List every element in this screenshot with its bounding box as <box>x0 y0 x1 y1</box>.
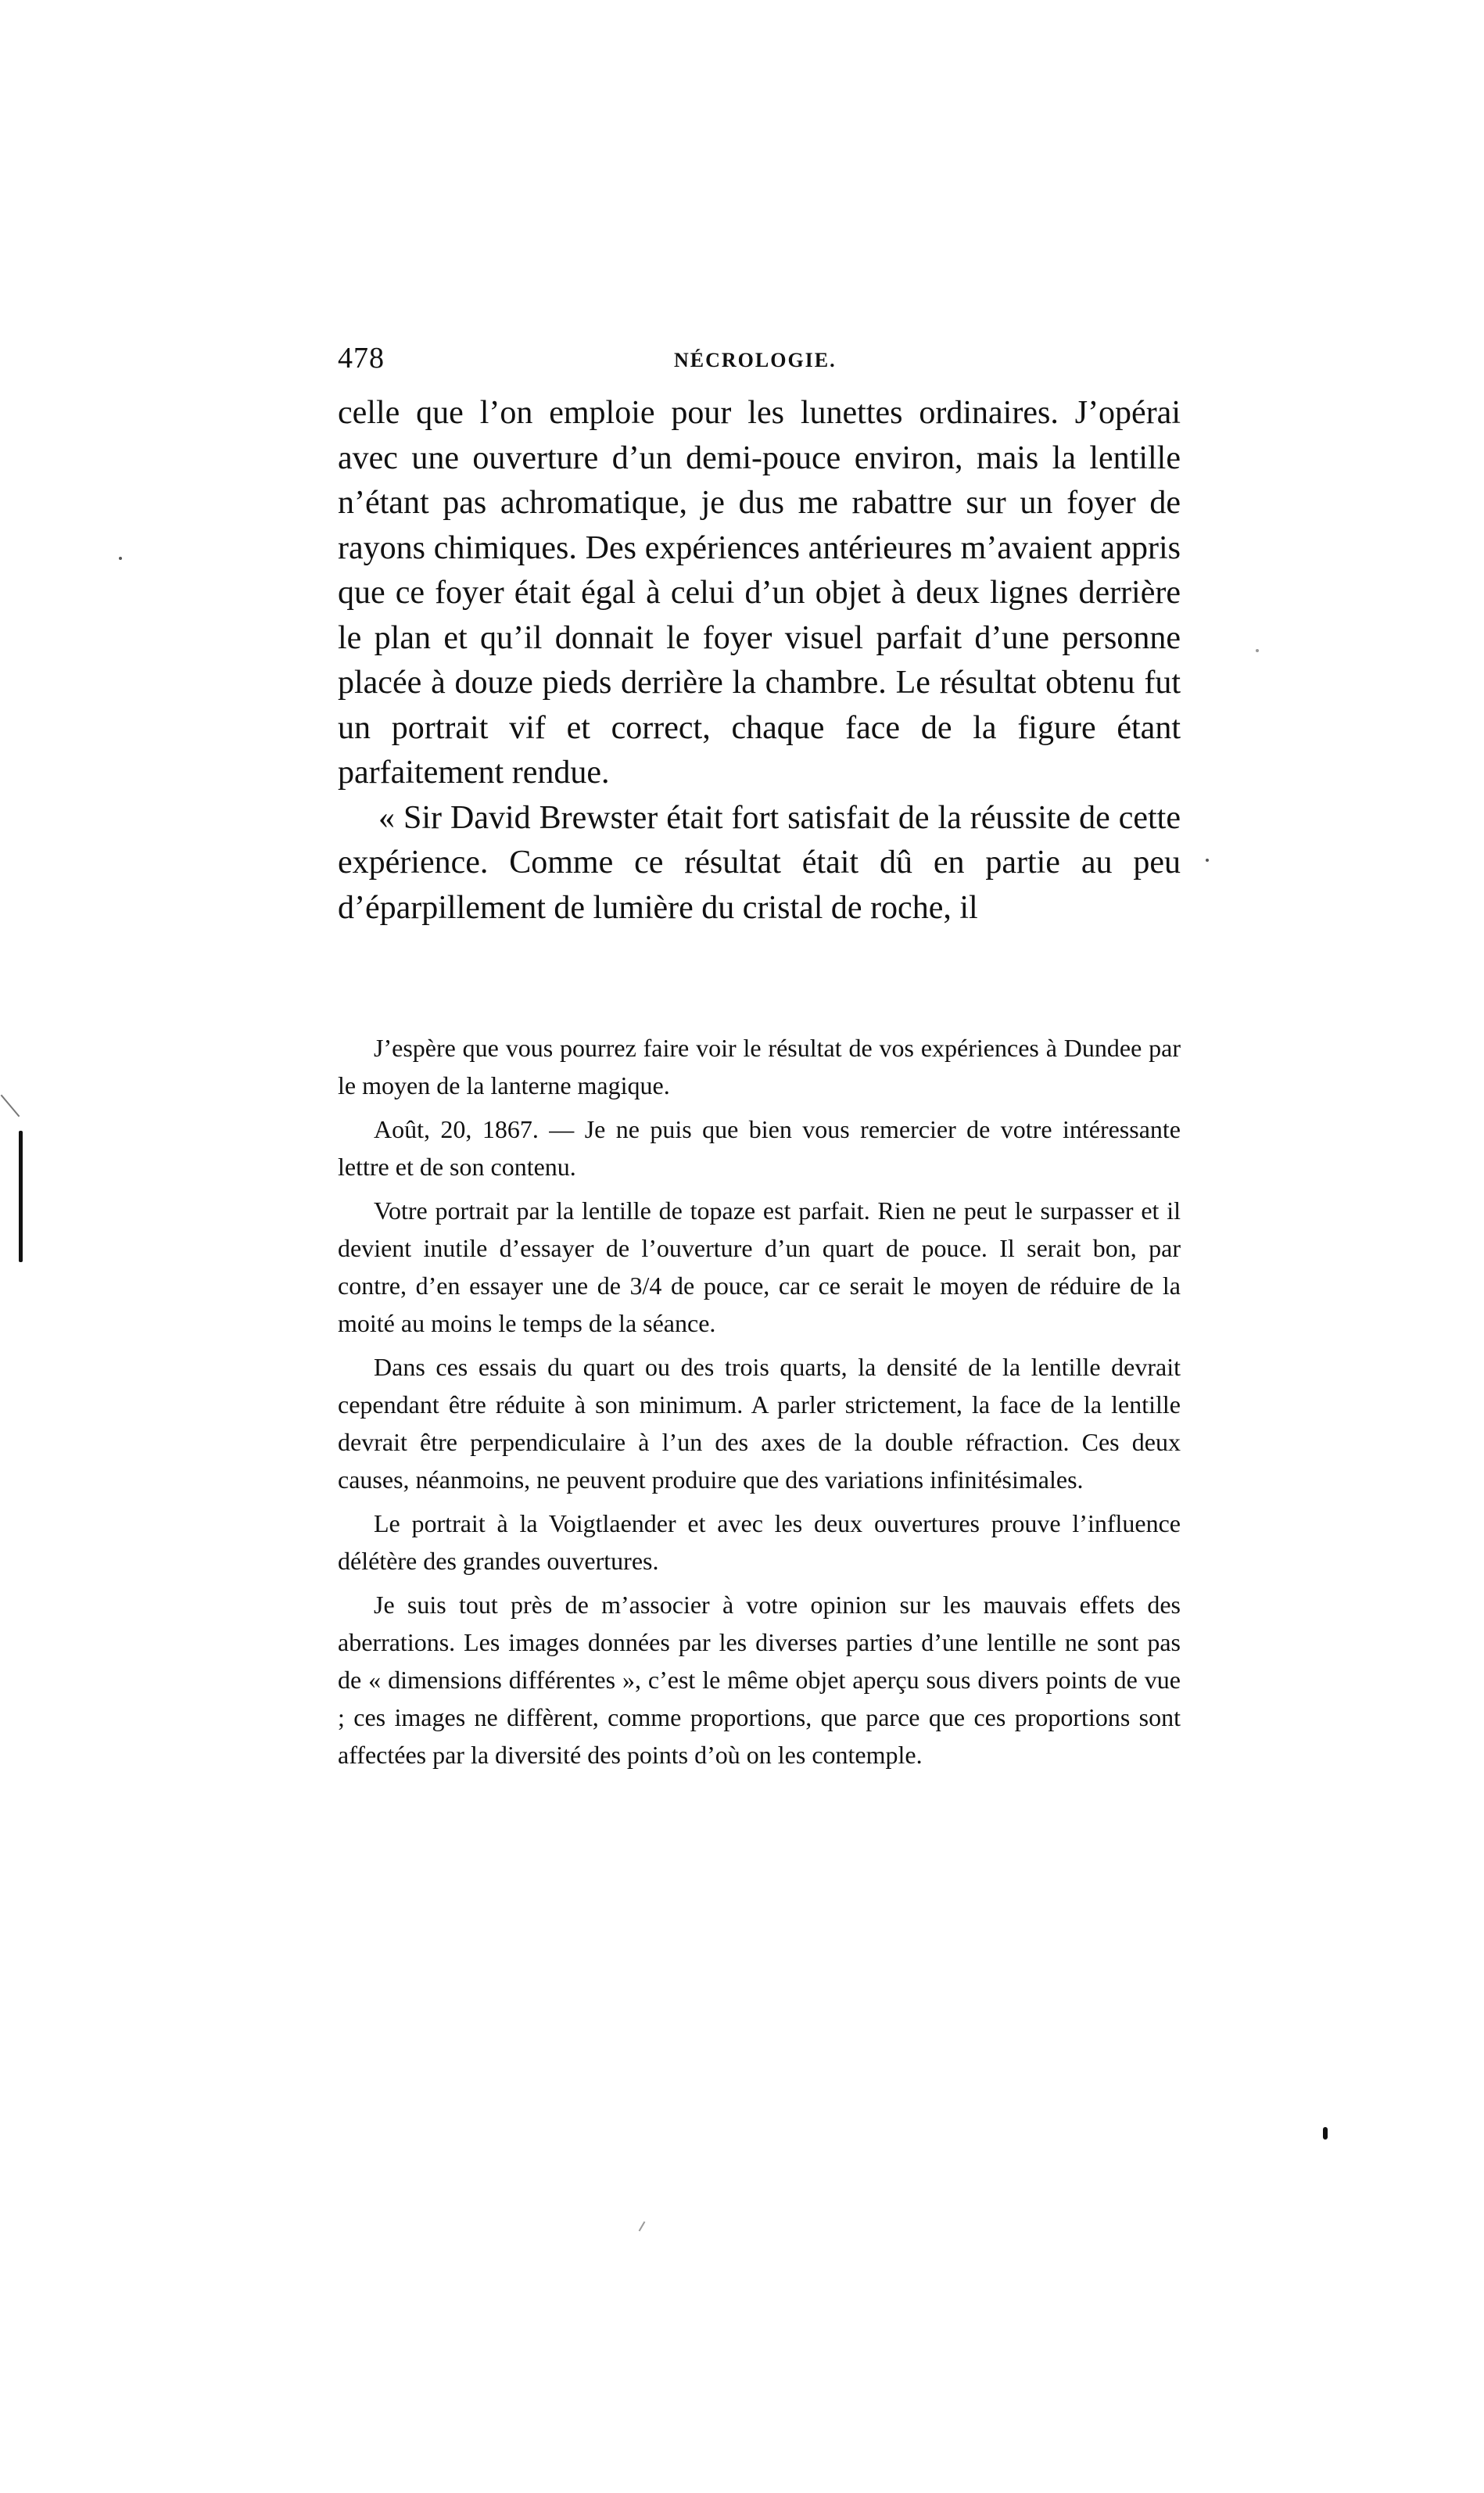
running-head: NÉCROLOGIE. <box>674 349 837 371</box>
main-text <box>338 391 1181 931</box>
footnote-paragraph: Je suis tout près de m’associer à votre opinion sur les mauvais effets des aberrations. Les images données par les diverses parties d’une lentille ne sont pas de « dimensions différentes », c’est le même objet aperçu sous divers points de vue ; ces images ne diffèrent, comme proportions, que parce que ces proportions sont affectées par la diversité des points d’où on les contemple. <box>338 1591 1181 1769</box>
footnote-paragraph: J’espère que vous pourrez faire voir le résultat de vos expériences à Dundee par le moyen de la lanterne magique. <box>338 1034 1181 1099</box>
footnote-paragraph: Dans ces essais du quart ou des trois quarts, la densité de la lentille devrait cependant être réduite à son minimum. A parler strictement, la face de la lentille devrait être perpendiculaire à l’un des axes de la double réfraction. Ces deux causes, néanmoins, ne peuvent produire que des variations infinitésimales. <box>338 1353 1181 1494</box>
page-number: 478 <box>338 342 385 375</box>
footnote-paragraph: Août, 20, 1867. — Je ne puis que bien vous remercier de votre intéressante lettre et de son contenu. <box>338 1115 1181 1181</box>
scan-speck <box>1256 649 1259 652</box>
scan-speck <box>639 2221 646 2231</box>
scan-ink-spot <box>1323 2127 1328 2140</box>
footnote-paragraph: Le portrait à la Voigtlaender et avec les deux ouvertures prouve l’influence délétère des grandes ouvertures. <box>338 1509 1181 1575</box>
scan-speck <box>1206 859 1209 862</box>
scan-margin-tick <box>1 1095 20 1117</box>
footnote-paragraph: Votre portrait par la lentille de topaze est parfait. Rien ne peut le surpasser et il devient inutile d’essayer de l’ouverture d’un quart de pouce. Il serait bon, par contre, d’en essayer une de 3/4 de pouce, car ce serait le moyen de réduire de la moité au moins le temps de la séance. <box>338 1196 1181 1337</box>
main-paragraph: « Sir David Brewster était fort satisfait de la réussite de cette expérience. Comme ce résultat était dû en partie au peu d’éparpillement de lumière du cristal de roche, il <box>338 799 1181 926</box>
page-header <box>338 341 1181 380</box>
scan-margin-bar <box>19 1131 23 1262</box>
footnote-block <box>338 1029 1181 1780</box>
main-paragraph: celle que l’on emploie pour les lunettes ordinaires. J’opérai avec une ouverture d’un demi-pouce environ, mais la lentille n’étant pas achromatique, je dus me rabattre sur un foyer de rayons chimiques. Des expériences antérieures m’avaient appris que ce foyer était égal à celui d’un objet à deux lignes derrière le plan et qu’il donnait le foyer visuel parfait d’une personne placée à douze pieds derrière la chambre. Le résultat obtenu fut un portrait vif et correct, chaque face de la figure étant parfaitement rendue. <box>338 395 1181 791</box>
scan-speck <box>119 557 122 560</box>
